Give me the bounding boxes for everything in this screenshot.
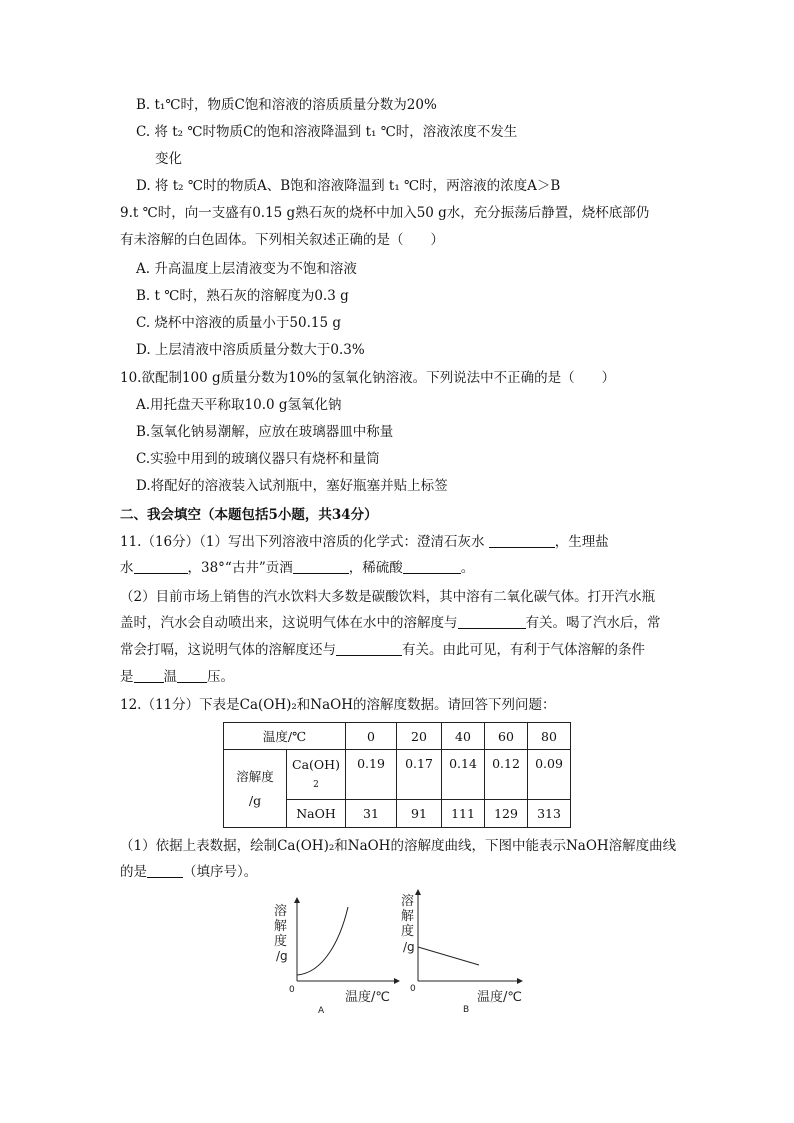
answer-blank[interactable] — [336, 641, 402, 656]
q12-stem: 12.（11分）下表是Ca(OH)₂和NaOH的溶解度数据。请回答下列问题： — [120, 697, 556, 713]
table-naoh-cell: 129 — [485, 800, 528, 828]
q9-option-c: C. 烧杯中溶液的质量小于50.15 g — [136, 315, 342, 331]
section-heading: 二、我会填空（本题包括5小题，共34分） — [120, 507, 378, 523]
q11-text: 有关。由此可见，有利于气体溶解的条件 — [402, 642, 645, 658]
table-naoh-label: NaOH — [287, 800, 346, 828]
q10-option-b: B.氢氧化钠易潮解，应放在玻璃器皿中称量 — [136, 424, 394, 440]
q10-stem: 10.欲配制100 g质量分数为10%的氢氧化钠溶液。下列说法中不正确的是（ ） — [120, 370, 616, 386]
q11-text: 水 — [120, 560, 134, 576]
q11-line-2 — [120, 559, 474, 577]
table-temp-cell: 60 — [485, 723, 528, 750]
q9-option-d: D. 上层清液中溶质质量分数大于0.3% — [136, 342, 365, 358]
q9-option-b: B. t ℃时，熟石灰的溶解度为0.3 g — [136, 288, 349, 304]
q11-text: 11.（16分）（1）写出下列溶液中溶质的化学式：澄清石灰水 — [120, 534, 485, 550]
table-naoh-cell: 91 — [397, 800, 442, 828]
answer-blank[interactable] — [458, 614, 526, 629]
table-caoh-cell: 0.17 — [397, 750, 442, 800]
q11-text: ，生理盐 — [554, 534, 609, 550]
q10-option-c: C.实验中用到的玻璃仪器只有烧杯和量筒 — [136, 451, 380, 467]
fig-b-origin: 0 — [410, 984, 416, 994]
fig-a-label: A — [318, 1006, 325, 1016]
table-naoh-cell: 111 — [442, 800, 485, 828]
q10-option-d: D.将配好的溶液装入试剂瓶中，塞好瓶塞并贴上标签 — [136, 478, 448, 494]
q11-line-4 — [120, 614, 661, 632]
q8-option-c: C. 将 t₂ ℃时物质C的饱和溶液降温到 t₁ ℃时，溶液浓度不发生 — [136, 124, 518, 140]
fig-a-ylabel-2: 解 — [274, 919, 288, 934]
q12-text: （填序号）。 — [183, 864, 258, 880]
answer-blank[interactable] — [293, 559, 349, 574]
q9-stem-cont: 有未溶解的白色固体。下列相关叙述正确的是（ ） — [120, 232, 444, 248]
fig-b-y-arrow-icon — [415, 889, 421, 895]
fig-a-ylabel-4: /g — [276, 949, 288, 963]
q11-text: 有关。喝了汽水后，常 — [525, 615, 661, 631]
table-caoh-formula: Ca(OH) — [292, 756, 340, 772]
q11-text: 常会打嗝，这说明气体的溶解度还与 — [120, 642, 336, 658]
table-header-temp: 温度/℃ — [224, 723, 346, 750]
q11-text: 盖时，汽水会自动喷出来，这说明气体在水中的溶解度与 — [120, 615, 458, 631]
answer-blank[interactable] — [177, 668, 207, 683]
answer-blank[interactable] — [134, 559, 188, 574]
solubility-curve-figure-a — [268, 893, 408, 1018]
q11-text: 。 — [460, 560, 475, 576]
table-naoh-cell: 313 — [528, 800, 571, 828]
table-caoh-cell: 0.09 — [528, 750, 571, 800]
answer-blank[interactable] — [403, 559, 461, 574]
q12-part1-cont — [120, 863, 257, 881]
q11-text: 是 — [120, 669, 134, 685]
fig-a-ylabel-3: 度 — [274, 934, 288, 949]
fig-a-curve — [297, 907, 348, 975]
answer-blank[interactable] — [489, 533, 555, 548]
q11-line-1 — [120, 533, 609, 551]
fig-b-ylabel-2: 解 — [401, 909, 415, 924]
q11-line-5 — [120, 641, 645, 659]
fig-b-ylabel-1: 溶 — [401, 894, 415, 909]
answer-blank[interactable] — [134, 668, 164, 683]
q11-line-6 — [120, 668, 234, 686]
solubility-table — [223, 722, 571, 828]
fig-b-ylabel-4: /g — [403, 940, 415, 954]
q8-option-c-cont: 变化 — [155, 151, 182, 167]
fig-b-ylabel-3: 度 — [401, 924, 415, 939]
fig-a-xlabel: 温度/℃ — [345, 990, 390, 1005]
q9-option-a: A. 升高温度上层清液变为不饱和溶液 — [136, 261, 357, 277]
answer-blank[interactable] — [147, 863, 183, 878]
table-caoh-label — [287, 750, 346, 800]
q10-option-a: A.用托盘天平称取10.0 g氢氧化钠 — [136, 397, 342, 413]
table-caoh-cell: 0.19 — [346, 750, 397, 800]
table-temp-cell: 80 — [528, 723, 571, 750]
fig-b-curve — [418, 947, 479, 965]
q9-stem: 9.t ℃时，向一支盛有0.15 g熟石灰的烧杯中加入50 g水，充分振荡后静置，烧杯底部仍 — [120, 205, 650, 221]
solubility-curve-figure-b — [395, 885, 530, 1015]
table-temp-cell: 0 — [346, 723, 397, 750]
fig-a-ylabel-1: 溶 — [274, 904, 288, 919]
q11-text: ，稀硫酸 — [348, 560, 403, 576]
table-caoh-cell: 0.12 — [485, 750, 528, 800]
q11-text: 温 — [163, 669, 177, 685]
fig-b-x-arrow-icon — [517, 978, 523, 984]
table-solubility-label-1: 溶解度 — [236, 768, 274, 784]
q12-part1: （1）依据上表数据，绘制Ca(OH)₂和NaOH的溶解度曲线，下图中能表示NaOH溶解度曲线 — [120, 838, 677, 854]
table-solubility-label — [224, 750, 287, 828]
fig-a-y-arrow-icon — [294, 897, 300, 903]
fig-b-label: B — [463, 1005, 470, 1015]
q8-option-d: D. 将 t₂ ℃时的物质A、B饱和溶液降温到 t₁ ℃时，两溶液的浓度A＞B — [136, 178, 561, 194]
table-caoh-subscript: 2 — [313, 779, 319, 790]
q12-text: 的是 — [120, 864, 147, 880]
table-naoh-cell: 31 — [346, 800, 397, 828]
table-temp-cell: 40 — [442, 723, 485, 750]
q11-line-3: （2）目前市场上销售的汽水饮料大多数是碳酸饮料，其中溶有二氧化碳气体。打开汽水瓶 — [120, 589, 656, 605]
q11-text: 压。 — [207, 669, 234, 685]
fig-a-origin: 0 — [289, 985, 295, 995]
fig-b-xlabel: 温度/℃ — [477, 990, 522, 1005]
q11-text: ，38°“古井”贡酒 — [187, 560, 293, 576]
table-solubility-label-2: /g — [248, 792, 262, 808]
table-caoh-cell: 0.14 — [442, 750, 485, 800]
table-temp-cell: 20 — [397, 723, 442, 750]
q8-option-b: B. t₁℃时，物质C饱和溶液的溶质质量分数为20% — [136, 97, 437, 113]
